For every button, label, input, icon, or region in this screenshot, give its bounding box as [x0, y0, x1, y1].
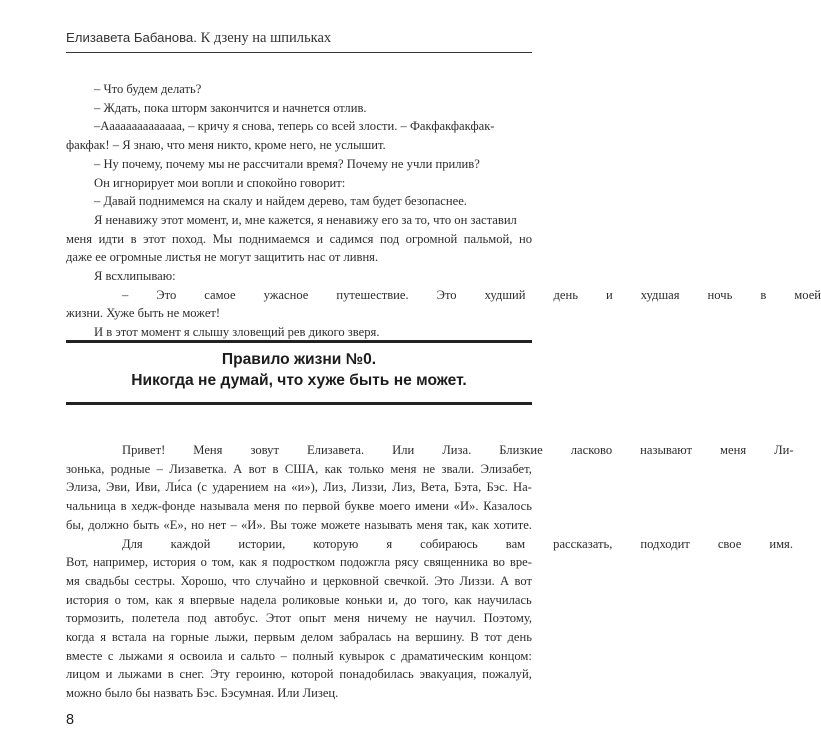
text-line: [66, 460, 532, 479]
word: в: [167, 667, 174, 682]
word: Этот: [265, 611, 292, 626]
word: имени: [415, 499, 449, 514]
word: истории,: [238, 536, 286, 551]
word: сальто: [240, 648, 276, 663]
word: освоила: [179, 648, 223, 663]
word: Лиз,: [392, 480, 416, 495]
word: с: [390, 648, 396, 663]
text-line: [66, 535, 793, 554]
word: ночь: [707, 287, 733, 302]
word: снег.: [179, 667, 205, 682]
word: первой: [302, 499, 340, 514]
text-line: факфак! – Я знаю, что меня никто, кроме него, не услышит.: [66, 138, 386, 153]
word: меня: [720, 443, 747, 457]
word: хотите.: [493, 517, 532, 532]
word: называла: [199, 499, 250, 514]
word: случайно: [255, 573, 306, 588]
word: я: [178, 592, 185, 607]
word: которой: [290, 667, 334, 682]
text-line: [66, 497, 532, 516]
word: вот: [514, 573, 532, 588]
word: Лиззи,: [351, 480, 387, 495]
word: вот: [248, 461, 267, 476]
word: самое: [204, 287, 236, 302]
word: понадобилась: [339, 667, 414, 682]
word: поднимаемся: [238, 231, 310, 246]
word: Привет!: [122, 443, 166, 457]
word: вместе: [66, 648, 103, 663]
word: полетела: [131, 611, 180, 626]
word: Для: [122, 536, 143, 551]
word: что: [232, 573, 251, 588]
word: этот: [143, 231, 166, 246]
word: худший: [484, 287, 526, 302]
word: рясу: [395, 555, 419, 570]
word: Лиз,: [323, 480, 347, 495]
word: и: [228, 648, 235, 663]
rule-heading-line-1: Правило жизни №0.: [221, 351, 377, 368]
word: тоже: [291, 517, 317, 532]
word: Лиззи.: [459, 573, 495, 588]
word: огромной: [405, 231, 458, 246]
word: во: [492, 555, 505, 570]
text-line: –Аааааааааааааа, – кричу я снова, теперь со всей злости. – Факфакфакфак-: [94, 119, 495, 134]
word: А: [233, 461, 243, 476]
word: вершину.: [415, 630, 465, 645]
word: как: [471, 517, 490, 532]
word: путешествие.: [336, 287, 409, 302]
word: Или: [392, 443, 415, 457]
word: лыжами: [118, 667, 162, 682]
word: лицом: [66, 667, 100, 682]
word: «Е»,: [163, 517, 187, 532]
word: называют: [640, 443, 693, 457]
word: США,: [284, 461, 319, 476]
word: научилась: [477, 592, 532, 607]
word: «и»),: [291, 480, 318, 495]
word: сестры.: [134, 573, 176, 588]
text-line: [66, 441, 794, 460]
running-head: [66, 30, 331, 47]
word: история: [66, 592, 109, 607]
word: родные: [110, 461, 151, 476]
word: горные: [170, 630, 209, 645]
word: –: [230, 517, 237, 532]
text-line: [66, 553, 532, 572]
word: лыжами: [118, 648, 163, 663]
word: тормозить,: [66, 611, 125, 626]
word: моей: [794, 287, 821, 302]
word: церковной: [322, 573, 379, 588]
word: под: [380, 231, 400, 246]
text-line: Я ненавижу этот момент, и, мне кажется, я ненавижу его за то, что он заставил: [94, 212, 517, 227]
word: меня: [253, 499, 280, 514]
word: тот: [484, 630, 502, 645]
word: Иви,: [135, 480, 161, 495]
text-line: жизни. Хуже быть не может!: [66, 306, 221, 321]
word: моего: [379, 499, 411, 514]
word: подходит: [640, 536, 690, 551]
word: как: [324, 461, 343, 476]
text-line: И в этот момент я слышу зловещий рев дикого зверя.: [94, 325, 380, 340]
word: Бэс.: [486, 480, 508, 495]
running-head-author: Елизавета Бабанова.: [66, 30, 197, 45]
word: рассказать,: [553, 536, 613, 551]
word: меня: [333, 611, 360, 626]
word: букве: [344, 499, 375, 514]
word: Близкие: [499, 443, 543, 457]
word: зовут: [250, 443, 279, 457]
word: –: [122, 287, 129, 302]
word: делом: [300, 630, 334, 645]
word: как: [239, 555, 257, 570]
word: эвакуация,: [419, 667, 477, 682]
word: звали.: [441, 461, 475, 476]
word: вам: [505, 536, 526, 551]
word: как: [154, 592, 173, 607]
word: в: [272, 461, 279, 476]
word: свадьбы: [85, 573, 130, 588]
text-line: даже ее огромные листья не могут защитить нас от ливня.: [66, 250, 379, 265]
text-line: [66, 647, 532, 666]
word: о: [200, 555, 207, 570]
word: В: [470, 630, 479, 645]
word: Ли-: [774, 443, 794, 457]
dialog-section: [66, 80, 821, 342]
word: например,: [93, 555, 149, 570]
word: день: [507, 630, 532, 645]
word: и: [605, 287, 613, 302]
word: по: [284, 499, 298, 514]
word: Вета,: [420, 480, 450, 495]
word: Лизаветка.: [169, 461, 227, 476]
word: и: [105, 667, 113, 682]
word: в: [130, 231, 137, 246]
word: но: [191, 517, 205, 532]
word: вре-: [509, 555, 532, 570]
word: я: [386, 536, 393, 551]
word: идти: [98, 231, 125, 246]
word: героиню,: [235, 667, 286, 682]
word: роликовые: [282, 592, 340, 607]
word: Это: [436, 287, 457, 302]
text-line: [66, 572, 532, 591]
word: лыжи,: [214, 630, 249, 645]
text-line: [66, 286, 821, 305]
word: Это: [434, 573, 455, 588]
word: пальмой,: [463, 231, 513, 246]
word: поход.: [172, 231, 207, 246]
rule-box-top-border: [66, 340, 532, 343]
word: свечкой.: [384, 573, 429, 588]
word: опыт: [298, 611, 326, 626]
word: ужасное: [263, 287, 309, 302]
word: чальница: [66, 499, 116, 514]
word: садимся: [329, 231, 374, 246]
word: Мы: [212, 231, 233, 246]
word: автобус.: [214, 611, 259, 626]
text-line: [66, 665, 532, 684]
word: на: [273, 480, 287, 495]
word: меня: [390, 461, 417, 476]
word: нет: [208, 517, 227, 532]
word: хедж-фонде: [131, 499, 196, 514]
word: впервые: [189, 592, 235, 607]
word: полный: [292, 648, 334, 663]
word: надела: [240, 592, 277, 607]
word: как: [454, 592, 472, 607]
header-rule: [66, 52, 532, 53]
word: когда: [66, 630, 95, 645]
word: на: [397, 630, 410, 645]
word: Ли́са: [165, 480, 193, 495]
word: подростком: [272, 555, 336, 570]
word: называть: [364, 517, 413, 532]
word: меня: [66, 231, 93, 246]
word: том,: [126, 592, 150, 607]
word: быть: [133, 517, 160, 532]
word: забралась: [339, 630, 392, 645]
word: о: [114, 592, 121, 607]
word: история: [152, 555, 196, 570]
word: Эту: [210, 667, 231, 682]
word: меня: [416, 517, 443, 532]
text-line: Он игнорирует мои вопли и спокойно говорит:: [94, 175, 346, 190]
word: день: [553, 287, 578, 302]
word: Хорошо,: [180, 573, 227, 588]
word: –: [156, 461, 163, 476]
word: так,: [446, 517, 468, 532]
word: того,: [422, 592, 449, 607]
text-line: можно было бы назвать Бэс. Бэсумная. Или Лизец.: [66, 686, 339, 701]
word: и: [310, 573, 318, 588]
word: На-: [512, 480, 532, 495]
word: священника: [423, 555, 488, 570]
word: Казалось: [483, 499, 532, 514]
word: только: [348, 461, 384, 476]
word: я: [261, 555, 268, 570]
text-line: [66, 478, 532, 497]
word: бы,: [66, 517, 85, 532]
text-line: – Ждать, пока шторм закончится и начнется отлив.: [94, 100, 367, 115]
word: Вот,: [66, 555, 89, 570]
word: свое: [717, 536, 742, 551]
word: подожгла: [339, 555, 391, 570]
text-line: [66, 516, 532, 535]
word: с: [107, 648, 114, 663]
word: концом:: [489, 648, 532, 663]
word: до: [403, 592, 417, 607]
word: Меня: [193, 443, 223, 457]
word: «И».: [453, 499, 479, 514]
word: можете: [320, 517, 361, 532]
word: коньки: [345, 592, 383, 607]
word: Бэта,: [454, 480, 482, 495]
word: Вы: [270, 517, 287, 532]
word: Елизавета.: [306, 443, 365, 457]
body-section: [66, 441, 794, 703]
word: Элиза,: [66, 480, 101, 495]
word: А: [500, 573, 510, 588]
word: я: [100, 630, 106, 645]
word: пожалуй,: [482, 667, 532, 682]
word: на: [152, 630, 165, 645]
word: мя: [66, 573, 80, 588]
text-line: [66, 609, 532, 628]
text-line: Я всхлипываю:: [94, 269, 176, 284]
word: имя.: [769, 536, 793, 551]
word: Лиза.: [442, 443, 472, 457]
word: Эви,: [106, 480, 131, 495]
word: (с: [197, 480, 208, 495]
word: научил.: [435, 611, 476, 626]
word: «И».: [240, 517, 266, 532]
word: каждой: [170, 536, 211, 551]
word: собираюсь: [420, 536, 478, 551]
text-line: – Давай поднимемся на скалу и найдем дерево, там будет безопаснее.: [94, 194, 467, 209]
word: в: [760, 287, 767, 302]
word: должно: [88, 517, 129, 532]
word: которую: [313, 536, 359, 551]
page-number: 8: [66, 712, 75, 728]
rule-heading-line-2: Никогда не думай, что хуже быть не может.: [131, 371, 467, 389]
word: –: [280, 648, 287, 663]
rule-box-bottom-border: [66, 402, 532, 405]
text-line: – Что будем делать?: [94, 82, 202, 96]
text-line: [66, 628, 532, 647]
word: Поэтому,: [483, 611, 532, 626]
word: ласково: [570, 443, 613, 457]
text-line: [66, 230, 532, 249]
word: Элизабет,: [480, 461, 532, 476]
word: и,: [388, 592, 399, 607]
word: ничему: [367, 611, 408, 626]
word: и: [316, 231, 324, 246]
rule-heading: [66, 350, 532, 391]
text-line: [66, 591, 532, 610]
word: я: [168, 648, 175, 663]
word: зонька,: [66, 461, 105, 476]
word: драматическим: [401, 648, 484, 663]
word: встала: [111, 630, 147, 645]
word: худшая: [640, 287, 680, 302]
word: кувырок: [339, 648, 385, 663]
word: не: [422, 461, 436, 476]
word: Это: [156, 287, 177, 302]
word: том,: [211, 555, 235, 570]
word: первым: [254, 630, 296, 645]
word: но: [518, 231, 532, 246]
running-head-book-title: К дзену на шпильках: [200, 30, 332, 46]
word: не: [415, 611, 428, 626]
word: под: [187, 611, 207, 626]
word: в: [120, 499, 127, 514]
word: ударением: [212, 480, 269, 495]
text-line: – Ну почему, почему мы не рассчитали время? Почему не учли прилив?: [94, 156, 480, 171]
